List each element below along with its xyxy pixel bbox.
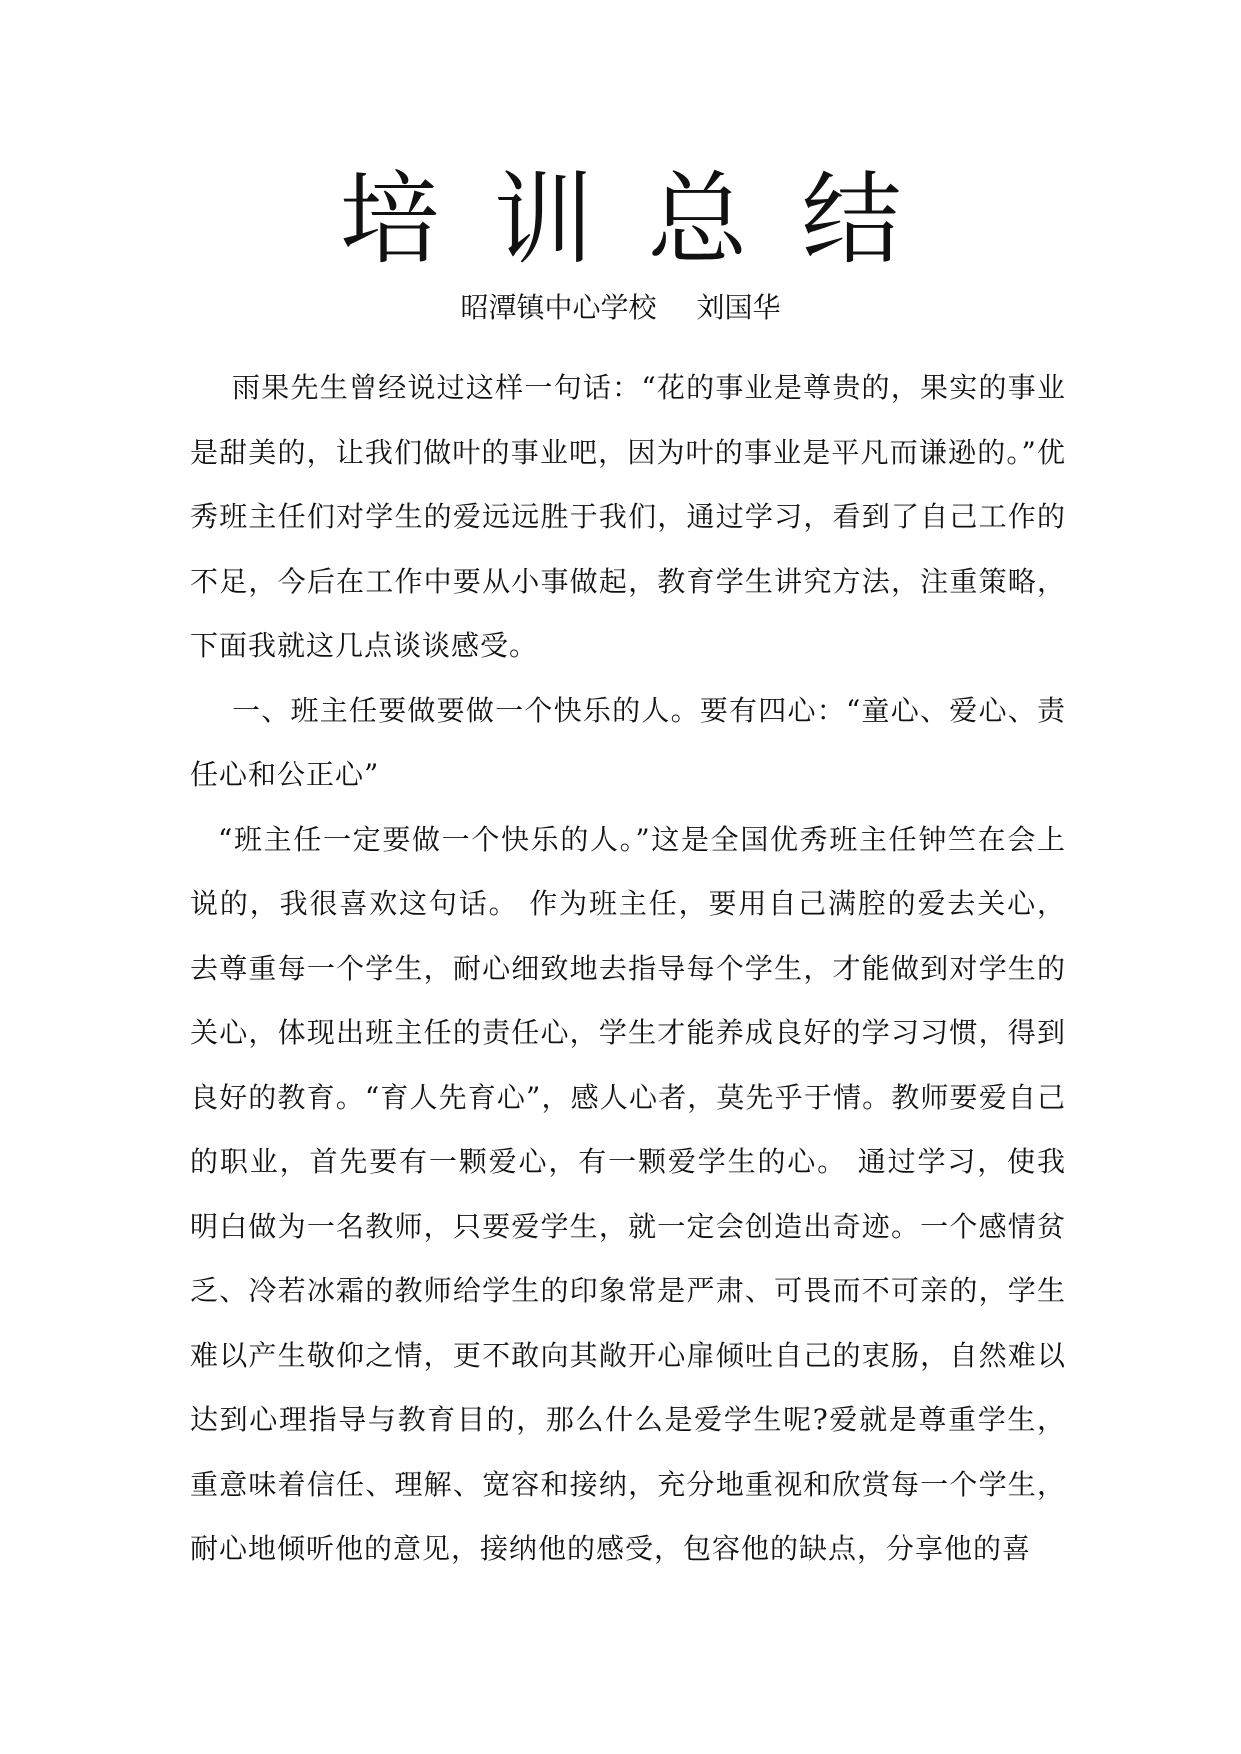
paragraph-intro: 雨果先生曾经说过这样一句话：“花的事业是尊贵的，果实的事业是甜美的，让我们做叶的事业吧，因为叶的事业是平凡而谦逊的。”优秀班主任们对学生的爱远远胜于我们，通过学习，看到了自己工作的不足，今后在工作中要从小事做起，教育学生讲究方法，注重策略，下面我就这几点谈谈感受。 (190, 371, 1066, 662)
document-body (190, 356, 1066, 1582)
byline (0, 288, 1241, 328)
paragraph-heading-1: 一、班主任要做要做一个快乐的人。要有四心：“童心、爱心、责任心和公正心” (190, 693, 1066, 791)
school-name: 昭潭镇中心学校 (460, 291, 657, 324)
document-title: 培训总结 (339, 161, 956, 278)
paragraph-body-1: “班主任一定要做一个快乐的人。”这是全国优秀班主任钟竺在会上说的，我很喜欢这句话。 作为班主任，要用自己满腔的爱去关心，去尊重每一个学生，耐心细致地去指导每个学生，才能做到对学生的关心，体现出班主任的责任心，学生才能养成良好的学习习惯，得到良好的教育。“育人先育心”，感人心者，莫先乎于情。教师要爱自己的职业，首先要有一颗爱心，有一颗爱学生的心。 通过学习，使我明白做为一名教师，只要爱学生，就一定会创造出奇迹。一个感情贫乏、冷若冰霜的教师给学生的印象常是严肃、可畏而不可亲的，学生难以产生敬仰之情，更不敢向其敞开心扉倾吐自己的衷肠，自然难以达到心理指导与教育目的，那么什么是爱学生呢?爱就是尊重学生，重意味着信任、理解、宽容和接纳，充分地重视和欣赏每一个学生，耐心地倾听他的意见，接纳他的感受，包容他的缺点，分享他的喜 (190, 822, 1066, 1565)
author-name: 刘国华 (696, 291, 781, 324)
